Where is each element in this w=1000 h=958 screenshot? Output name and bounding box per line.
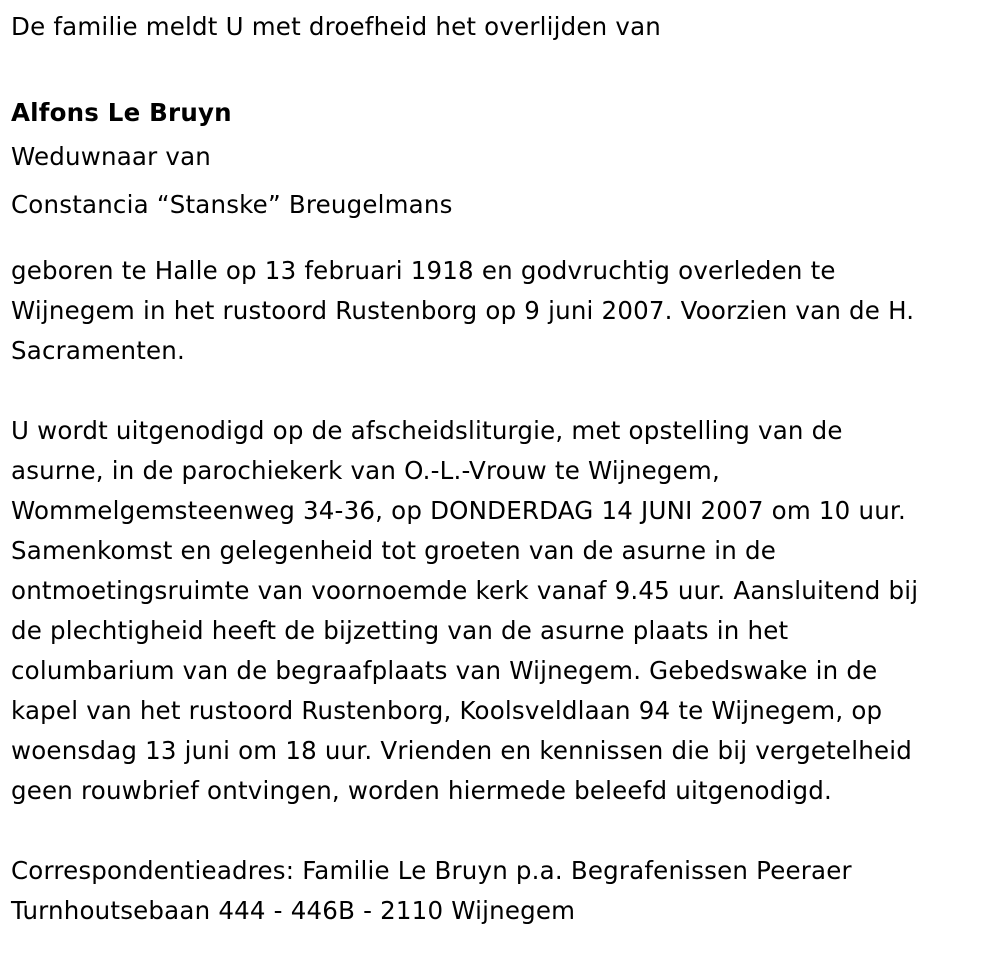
paragraph-line: woensdag 13 juni om 18 uur. Vrienden en kennissen die bij vergetelheid (11, 736, 912, 765)
address-line: Correspondentieadres: Familie Le Bruyn p.a. Begrafenissen Peeraer (11, 856, 852, 885)
paragraph-line: Wijnegem in het rustoord Rustenborg op 9 juni 2007. Voorzien van de H. (11, 296, 915, 325)
birth-death-paragraph (11, 251, 996, 371)
obituary-notice (11, 0, 996, 931)
relation-text: Weduwnaar van (11, 142, 212, 171)
paragraph-line: geen rouwbrief ontvingen, worden hiermede beleefd uitgenodigd. (11, 776, 832, 805)
deceased-name: Alfons Le Bruyn (11, 98, 232, 127)
paragraph-line: geboren te Halle op 13 februari 1918 en godvruchtig overleden te (11, 256, 836, 285)
spouse-name: Constancia “Stanske” Breugelmans (11, 190, 453, 219)
paragraph-line: Wommelgemsteenweg 34-36, op DONDERDAG 14 JUNI 2007 om 10 uur. (11, 496, 906, 525)
paragraph-line: U wordt uitgenodigd op de afscheidsliturgie, met opstelling van de (11, 416, 843, 445)
paragraph-line: columbarium van de begraafplaats van Wijnegem. Gebedswake in de (11, 656, 878, 685)
paragraph-line: kapel van het rustoord Rustenborg, Koolsveldlaan 94 te Wijnegem, op (11, 696, 883, 725)
paragraph-line: Sacramenten. (11, 336, 185, 365)
paragraph-line: asurne, in de parochiekerk van O.-L.-Vrouw te Wijnegem, (11, 456, 720, 485)
address-line: Turnhoutsebaan 444 - 446B - 2110 Wijnegem (11, 896, 576, 925)
paragraph-line: de plechtigheid heeft de bijzetting van de asurne plaats in het (11, 616, 789, 645)
paragraph-line: ontmoetingsruimte van voornoemde kerk vanaf 9.45 uur. Aansluitend bij (11, 576, 919, 605)
invitation-paragraph (11, 411, 996, 811)
correspondence-address (11, 851, 996, 931)
paragraph-line: Samenkomst en gelegenheid tot groeten van de asurne in de (11, 536, 777, 565)
intro-text: De familie meldt U met droefheid het overlijden van (11, 12, 662, 41)
